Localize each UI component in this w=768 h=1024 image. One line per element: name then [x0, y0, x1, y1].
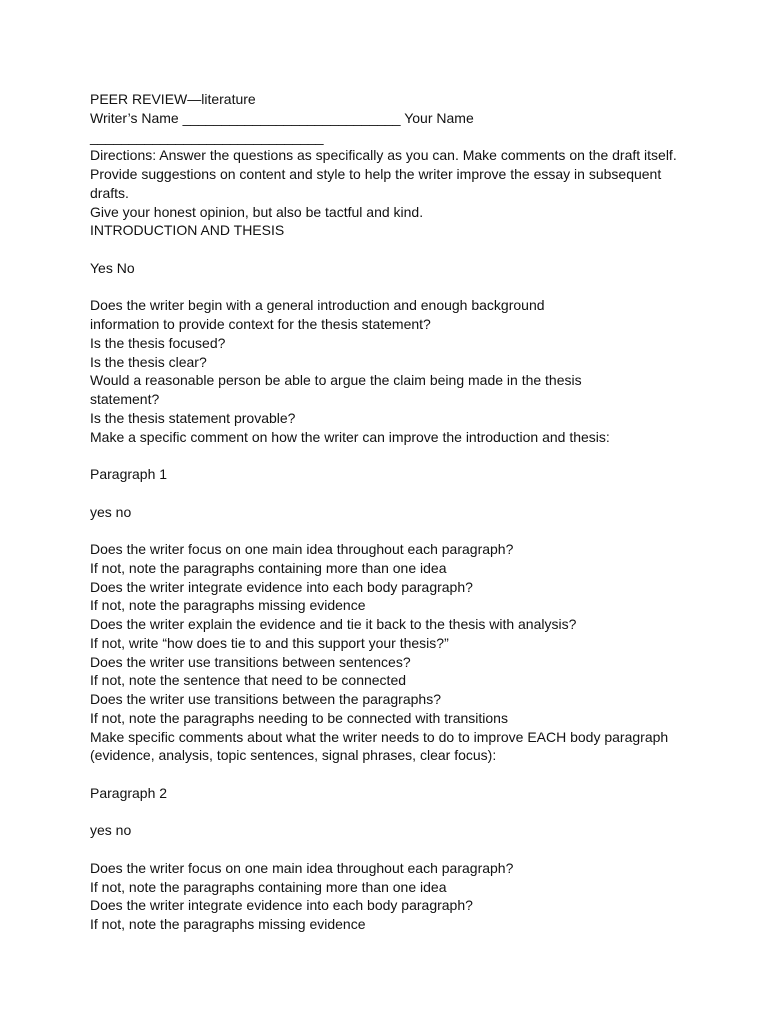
blank-line — [90, 803, 690, 822]
document-title: PEER REVIEW—literature — [90, 91, 256, 107]
question-line: If not, note the paragraphs missing evidence — [90, 597, 366, 614]
blank-line — [90, 278, 690, 297]
question-line: Does the writer integrate evidence into each body paragraph? — [90, 897, 473, 914]
question-line: Does the writer integrate evidence into each body paragraph? — [90, 578, 473, 595]
question-line: Does the writer begin with a general introduction and enough background — [90, 297, 545, 314]
question-line: If not, note the sentence that need to be connected — [90, 672, 407, 689]
question-line: Would a reasonable person be able to argue the claim being made in the thesis — [90, 372, 582, 389]
blank-line — [90, 840, 690, 859]
question-line: Make a specific comment on how the writer can improve the introduction and thesis: — [90, 428, 610, 445]
question-line: If not, note the paragraphs missing evidence — [90, 916, 366, 932]
question-line: Make specific comments about what the writer needs to do to improve EACH body paragraph — [90, 728, 669, 745]
question-line: information to provide context for the thesis statement? — [90, 316, 431, 332]
directions-line: Give your honest opinion, but also be tactful and kind. — [90, 203, 424, 220]
question-line: Is the thesis focused? — [90, 334, 226, 351]
question-line: Is the thesis statement provable? — [90, 409, 296, 426]
question-line: (evidence, analysis, topic sentences, signal phrases, clear focus): — [90, 747, 497, 764]
question-line: If not, write “how does tie to and this support your thesis?” — [90, 634, 449, 651]
blank-line — [90, 765, 690, 784]
document-body — [90, 90, 690, 934]
question-line: Does the writer focus on one main idea throughout each paragraph? — [90, 541, 514, 557]
directions-line: Provide suggestions on content and style to help the writer improve the essay in subsequent — [90, 166, 662, 182]
section-heading-paragraph-2: Paragraph 2 — [90, 784, 168, 801]
section-heading-introduction: INTRODUCTION AND THESIS — [90, 222, 285, 239]
directions-line: Directions: Answer the questions as specifically as you can. Make comments on the draft itself. — [90, 147, 677, 164]
question-line: If not, note the paragraphs containing more than one idea — [90, 559, 447, 576]
blank-line — [90, 484, 690, 503]
yes-no-label: yes no — [90, 822, 132, 839]
question-line: Is the thesis clear? — [90, 353, 207, 370]
your-name-underline: ______________________________ — [90, 128, 324, 145]
blank-line — [90, 240, 690, 259]
question-line: Does the writer focus on one main idea throughout each paragraph? — [90, 859, 514, 876]
writer-name-line: Writer’s Name ____________________________ Your Name — [90, 109, 474, 126]
question-line: If not, note the paragraphs containing more than one idea — [90, 878, 447, 895]
section-heading-paragraph-1: Paragraph 1 — [90, 466, 168, 482]
question-line: Does the writer use transitions between the paragraphs? — [90, 691, 441, 707]
directions-line: drafts. — [90, 184, 129, 201]
blank-line — [90, 446, 690, 465]
question-line: Does the writer explain the evidence and tie it back to the thesis with analysis? — [90, 616, 577, 632]
question-line: If not, note the paragraphs needing to be connected with transitions — [90, 709, 508, 726]
question-line: statement? — [90, 391, 160, 407]
yes-no-label: yes no — [90, 503, 132, 520]
question-line: Does the writer use transitions between sentences? — [90, 653, 411, 670]
blank-line — [90, 521, 690, 540]
yes-no-label: Yes No — [90, 259, 135, 276]
